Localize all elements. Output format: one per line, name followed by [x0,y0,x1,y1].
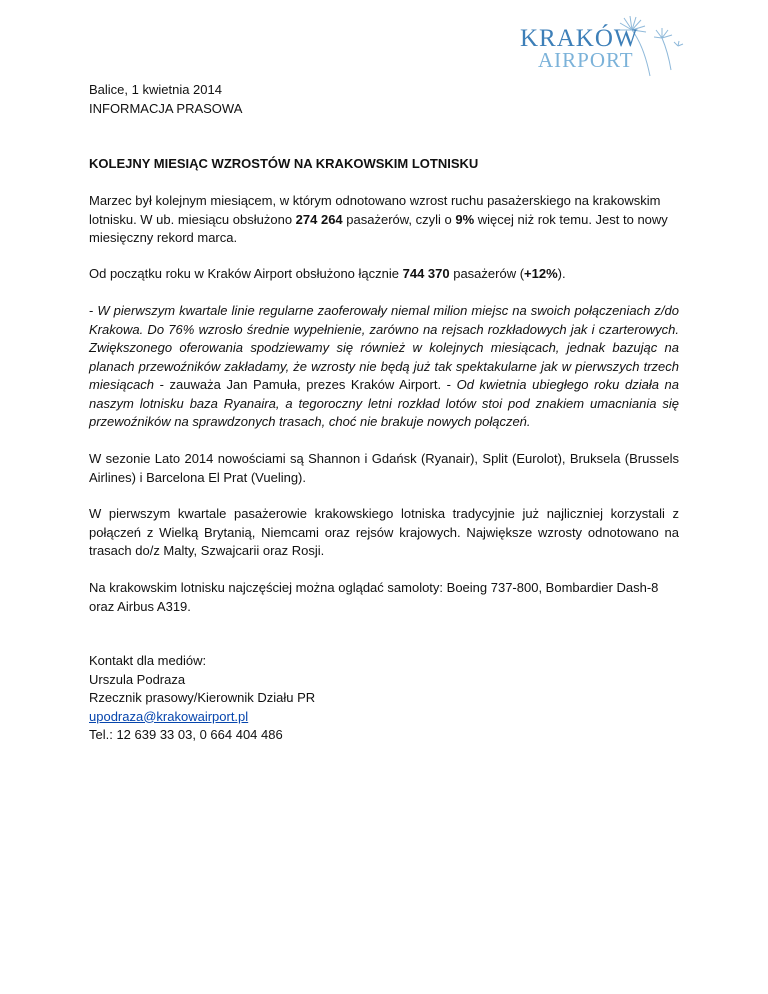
media-contact [89,652,679,745]
p1-text-a: Marzec był kolejnym miesiącem, w którym odnotowano wzrost ruchu pasażerskiego na krakowskim lotnisku. W ub. miesiącu obsłużono [89,193,661,227]
logo-text-krakow: KRAKÓW [520,25,639,52]
p3-quote-part1: W pierwszym kwartale linie regularne zaoferowały niemal milion miejsc na swoich połączeniach z/do Krakowa. Do 76% wzrosło średnie wypełnienie, zarówno na rejsach rozkładowych jak i czarterowych. Zwiększonego oferowania spodziewamy się również w kolejnych miesiącach, jednak bazując na planach przewoźników zakładamy, że wzrosty nie będą już tak spektakularne jak w pierwszych trzech miesiącach [89,303,679,392]
p2-text-c: pasażerów ( [449,266,525,281]
dateline [89,81,679,100]
contact-label: Kontakt dla mediów: [89,653,207,668]
krakow-airport-logo [512,16,692,86]
p1-passengers-value: 274 264 [295,211,343,227]
p2-text-a: Od początku roku w Kraków Airport obsłużono łącznie [89,266,403,281]
document-type-text: INFORMACJA PRASOWA [89,101,243,116]
p1-text-c: pasażerów, czyli o [342,211,456,227]
p3-dash: - [89,303,98,318]
contact-email-link[interactable]: upodraza@krakowairport.pl [89,708,249,724]
p3-quote-part2: Od kwietnia ubiegłego roku działa na naszym lotnisku baza Ryanaira, a tegoroczny letni rozkład lotów stoi pod znakiem umacniania się przewoźników na sprawdzonych trasach, choć nie brakuje nowych połączeń. [89,377,679,429]
contact-role: Rzecznik prasowy/Kierownik Działu PR [89,690,316,705]
paragraph-summer-season: W sezonie Lato 2014 nowościami są Shannon i Gdańsk (Ryanair), Split (Eurolot), Bruksela (Brussels Airlines) i Barcelona El Prat (Vueling). [89,451,679,485]
p2-growth-value: +12% [524,266,558,281]
paragraph-ceo-quote [89,302,679,432]
p2-text-d: ). [557,266,566,281]
paragraph-aircraft: Na krakowskim lotnisku najczęściej można oglądać samoloty: Boeing 737-800, Bombardier Dash-8 oraz Airbus A319. [89,580,659,614]
contact-phone: Tel.: 12 639 33 03, 0 664 404 486 [89,727,283,742]
p2-passengers-value: 744 370 [402,266,450,281]
p1-growth-value: 9% [455,211,475,227]
paragraph-first-quarter: W pierwszym kwartale pasażerowie krakowskiego lotniska tradycyjnie już najliczniej korzystali z połączeń z Wielką Brytanią, Niemcami oraz rejsów krajowych. Największe wzrosty odnotowano na trasach do/z Malty, Szwajcarii oraz Rosji. [89,506,679,558]
dateline-text: Balice, 1 kwietnia 2014 [89,82,222,97]
p3-attribution: - zauważa Jan Pamuła, prezes Kraków Airport. - [154,377,457,392]
paragraph-ytd-traffic [89,265,679,284]
paragraph-march-traffic [89,192,679,248]
document-type [89,100,679,119]
logo-text-airport: AIRPORT [538,48,634,72]
contact-name: Urszula Podraza [89,671,186,687]
headline: KOLEJNY MIESIĄC WZROSTÓW NA KRAKOWSKIM LOTNISKU [89,156,479,171]
p1-text-d: więcej niż rok temu. Jest to nowy miesięczny rekord marca. [89,211,668,245]
